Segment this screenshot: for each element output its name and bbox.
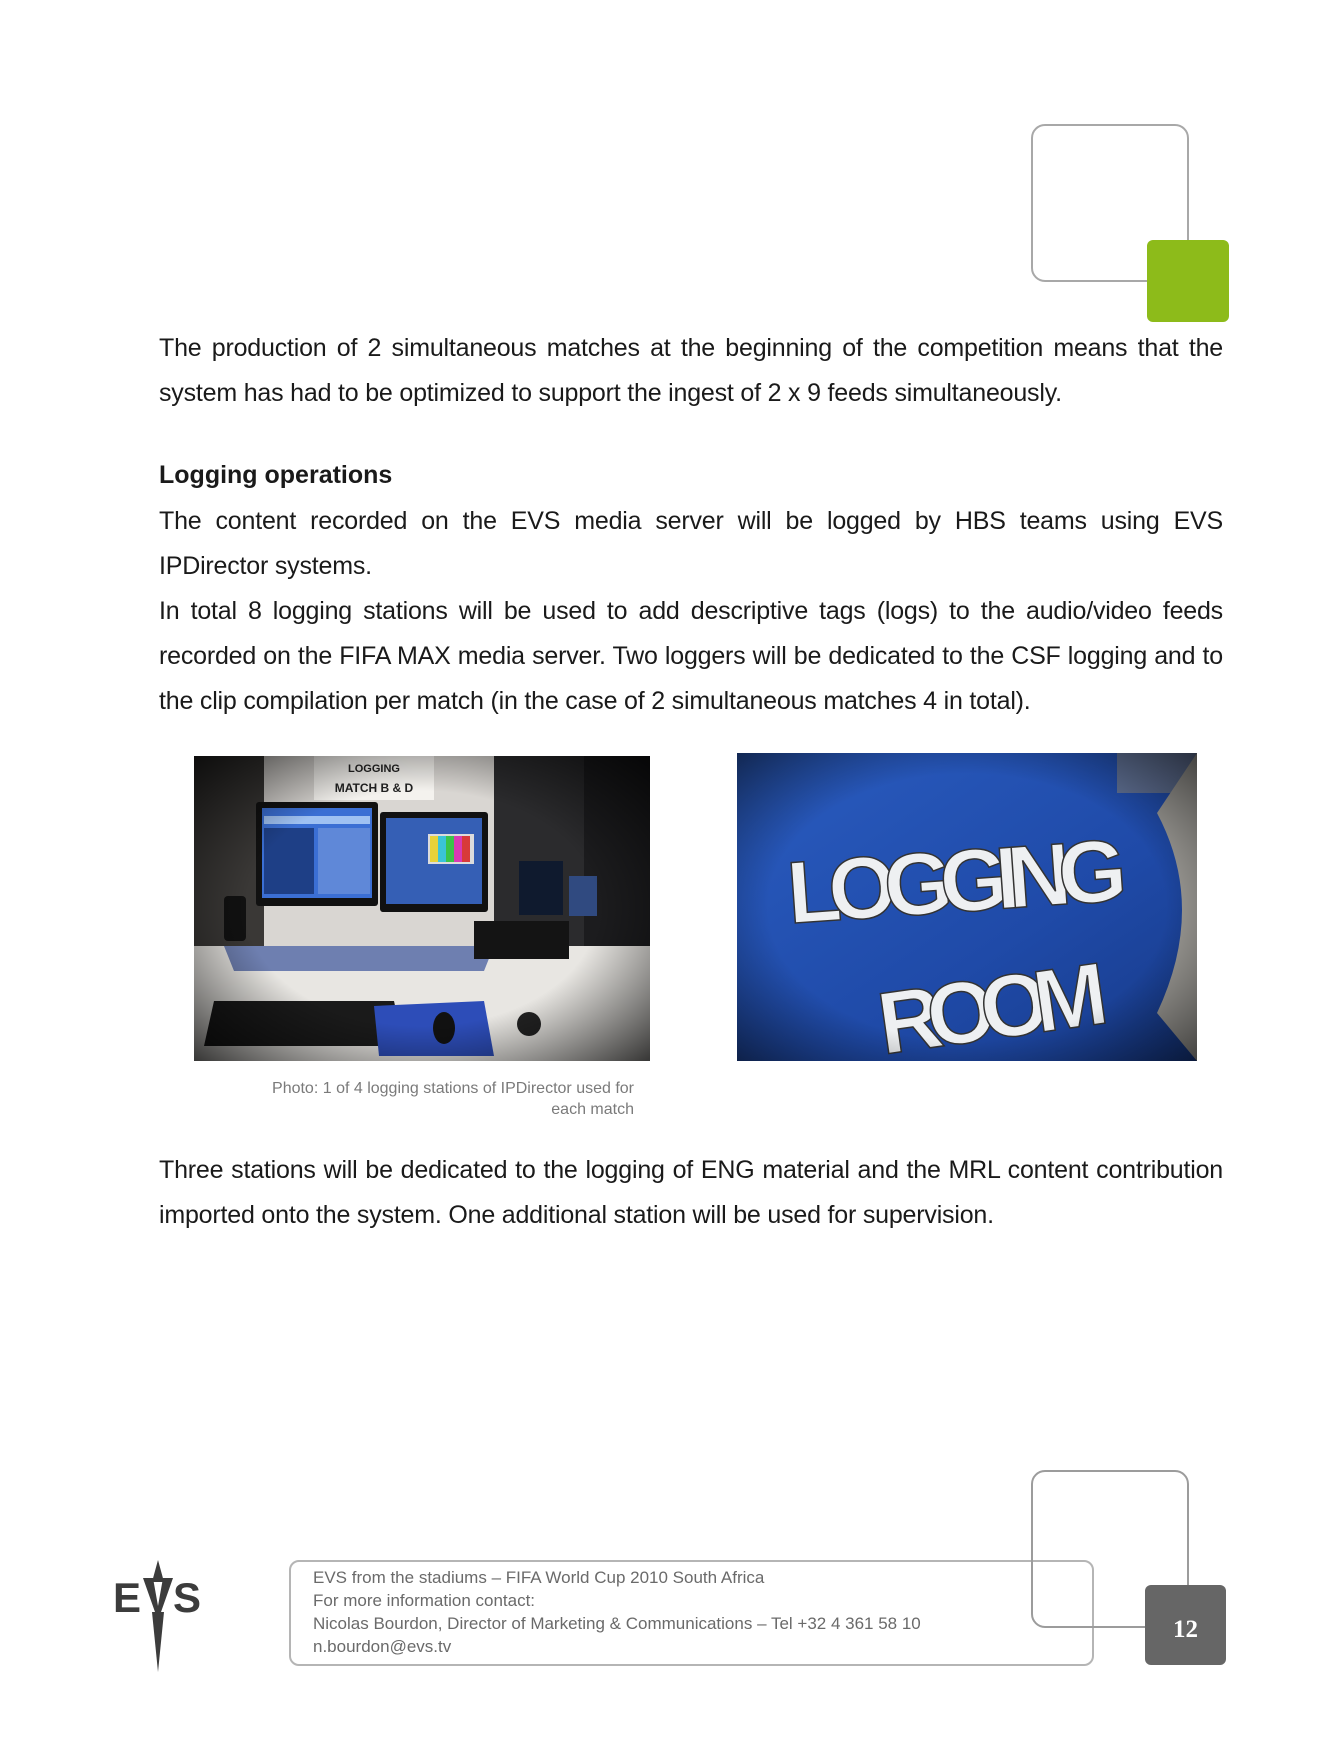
- caption-line-1: Photo: 1 of 4 logging stations of IPDirector used for: [272, 1080, 634, 1097]
- evs-logo: [113, 1560, 205, 1677]
- section-heading: Logging operations: [159, 461, 393, 489]
- caption-line-2: each match: [551, 1101, 634, 1118]
- footer-contact-block: [313, 1566, 921, 1658]
- footer-title: EVS from the stadiums – FIFA World Cup 2010 South Africa: [313, 1568, 765, 1587]
- page-number: 12: [1145, 1585, 1226, 1665]
- footer-contact-label: For more information contact:: [313, 1591, 536, 1610]
- logging-paragraph-1: The content recorded on the EVS media server will be logged by HBS teams using EVS IPDirector systems.: [159, 507, 1223, 580]
- svg-text:S: S: [173, 1574, 202, 1621]
- logging-station-photo: [194, 756, 650, 1061]
- logging-room-sign-photo: [737, 753, 1197, 1061]
- svg-text:E: E: [113, 1574, 139, 1621]
- footer-contact-person: Nicolas Bourdon, Director of Marketing & Communications – Tel +32 4 361 58 10: [313, 1614, 921, 1633]
- logging-paragraph-2: In total 8 logging stations will be used to add descriptive tags (logs) to the audio/video feeds recorded on the FIFA MAX media server. Two loggers will be dedicated to the CSF logging and to the clip compilation per match (in the case of 2 simultaneous matches 4 in total).: [159, 597, 1223, 715]
- closing-paragraph: Three stations will be dedicated to the logging of ENG material and the MRL content contribution imported onto the system. One additional station will be used for supervision.: [159, 1156, 1223, 1229]
- intro-paragraph: The production of 2 simultaneous matches at the beginning of the competition means that the system has had to be optimized to support the ingest of 2 x 9 feeds simultaneously.: [159, 334, 1223, 407]
- top-decor-green-square: [1147, 240, 1229, 322]
- photo-caption: [180, 1078, 634, 1120]
- footer-email: n.bourdon@evs.tv: [313, 1637, 452, 1656]
